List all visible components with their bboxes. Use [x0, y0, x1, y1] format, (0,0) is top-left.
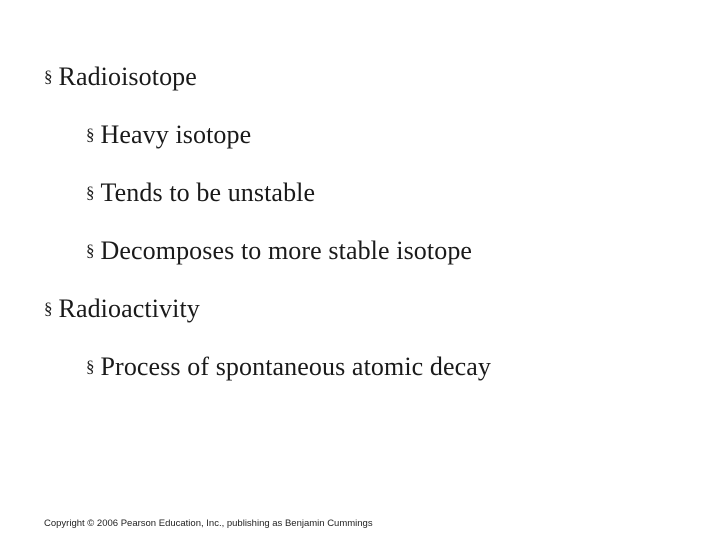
bullet-marker: § — [44, 67, 53, 86]
bullet-tends-to-be-unstable — [86, 178, 315, 208]
bullet-text: Radioisotope — [58, 62, 197, 91]
bullet-marker: § — [86, 357, 95, 376]
bullet-radioisotope — [44, 62, 197, 92]
bullet-decomposes — [86, 236, 472, 266]
copyright-footer: Copyright © 2006 Pearson Education, Inc., publishing as Benjamin Cummings — [44, 518, 373, 529]
bullet-marker: § — [86, 125, 95, 144]
bullet-text: Tends to be unstable — [100, 178, 316, 207]
bullet-process-of-decay — [86, 352, 491, 382]
bullet-text: Decomposes to more stable isotope — [100, 236, 473, 265]
bullet-marker: § — [44, 299, 53, 318]
bullet-text: Heavy isotope — [100, 120, 252, 149]
bullet-heavy-isotope — [86, 120, 251, 150]
bullet-marker: § — [86, 241, 95, 260]
bullet-text: Process of spontaneous atomic decay — [100, 352, 492, 381]
bullet-radioactivity — [44, 294, 200, 324]
bullet-text: Radioactivity — [58, 294, 200, 323]
bullet-marker: § — [86, 183, 95, 202]
